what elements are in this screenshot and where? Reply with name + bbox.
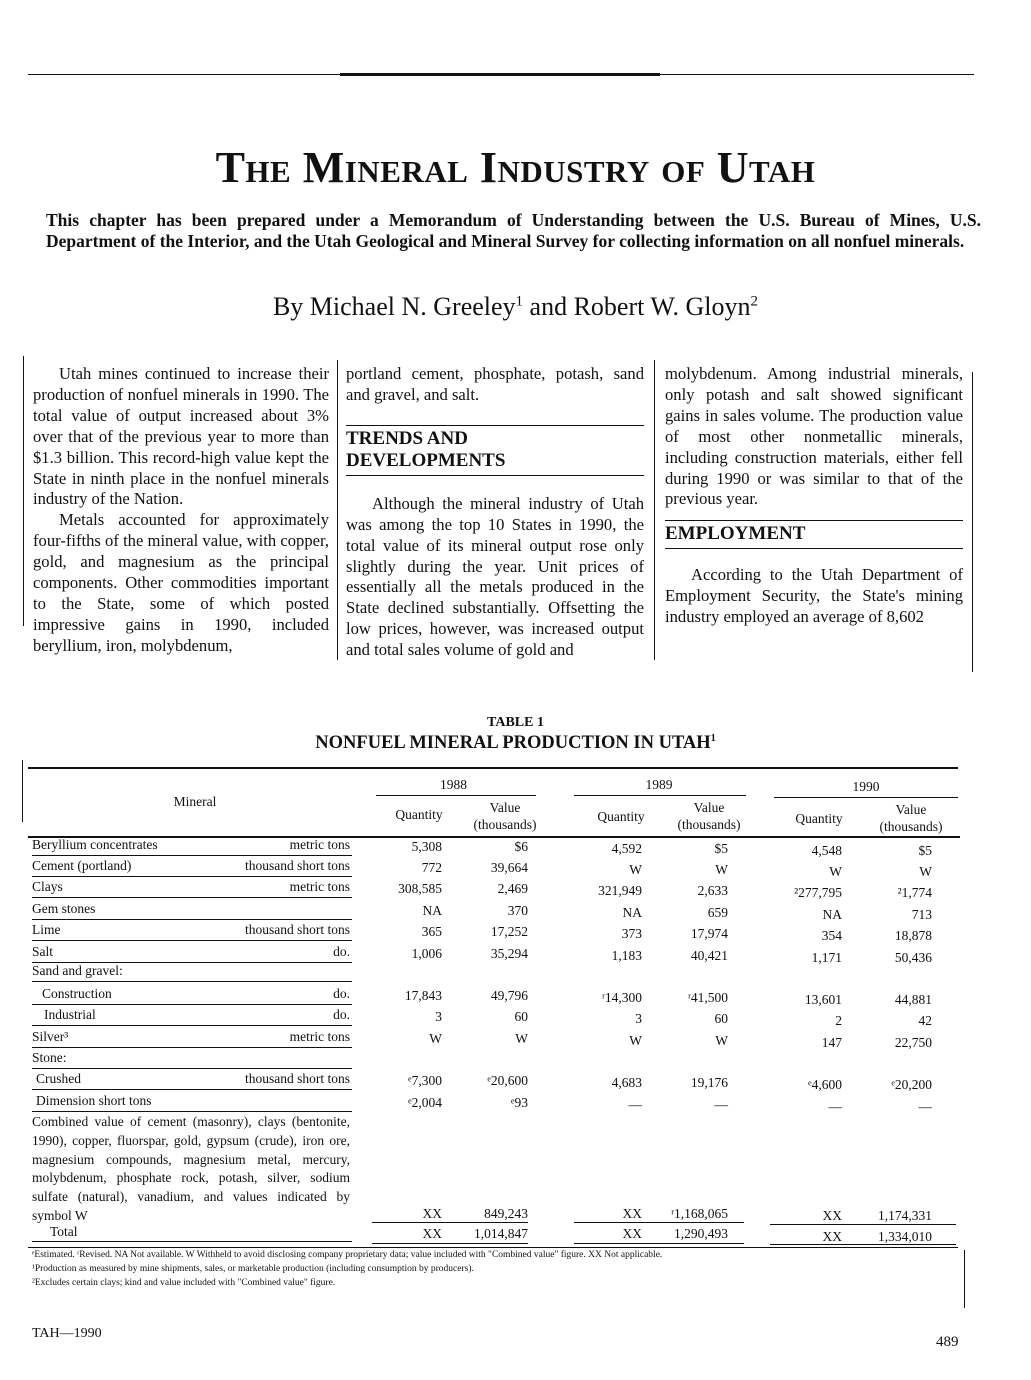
text-column-3 [665,364,963,628]
table-row-unit: do. [333,1007,350,1022]
table-cell: W [515,1031,528,1046]
value-header-line: (thousands) [879,819,943,834]
table-cell: 3 [635,1011,642,1026]
table-row-label: Construction [42,986,112,1001]
page-number: 489 [936,1334,959,1350]
table-cell: 39,664 [490,860,528,875]
year-rule [376,795,536,796]
table-row-unit: metric tons [289,879,350,894]
column-rule-right [972,372,973,672]
total-rule [32,1241,352,1242]
byline-sup-1: 1 [515,293,524,310]
total-cell: 1,334,010 [878,1229,932,1244]
page-title: The Mineral Industry of Utah [215,143,816,192]
row-rule [32,897,352,898]
row-rule [32,981,352,982]
table-row-unit: metric tons [289,1029,350,1044]
heading-line: DEVELOPMENTS [346,449,506,471]
value-header-line: (thousands) [473,817,537,832]
table-cell: 4,548 [811,843,842,858]
table-cell: 373 [621,926,642,941]
table-row-label: Industrial [44,1007,96,1022]
table-cell: NA [422,903,442,918]
table-cell: — [918,1099,932,1114]
table-cell: $5 [714,841,728,856]
combined-rule [770,1224,956,1225]
combined-cell: XX [822,1208,842,1223]
total-cell: 1,290,493 [674,1226,728,1241]
table-cell: 713 [911,907,932,922]
table-cell: W [429,1031,442,1046]
table-cell: 3 [435,1009,442,1024]
footnote: ¹Production as measured by mine shipments, sales, or marketable production (including consumption by producers). [32,1264,474,1274]
heading-line: EMPLOYMENT [665,523,806,545]
table-cell: ᵉ2,004 [408,1095,442,1110]
value-header [460,799,550,833]
intro-paragraph: This chapter has been prepared under a Memorandum of Understanding between the U.S. Bureau of Mines, U.S. Department of the Interior, and the Utah Geological and Mineral Survey for collecting information on all nonfuel minerals. [46,210,981,251]
table-cell: $6 [514,839,528,854]
table-row-label: Stone: [32,1050,67,1065]
quantity-header: Quantity [597,809,645,824]
quantity-header: Quantity [395,807,443,822]
table-cell: W [629,1033,642,1048]
byline-middle: and Robert W. Gloyn [523,292,751,321]
table-cell: — [714,1097,728,1112]
row-rule [32,876,352,877]
value-header-line: (thousands) [677,817,741,832]
row-rule [32,855,352,856]
table-cell: ᵉ20,200 [891,1077,932,1092]
table-row-label: Dimension short tons [36,1093,152,1108]
table-cell: 17,843 [404,988,442,1003]
table-row-label: Lime [32,922,61,937]
table-row-unit: thousand short tons [244,922,350,937]
footnote: ²Excludes certain clays; kind and value included with "Combined value" figure. [32,1278,336,1288]
row-rule [32,1047,352,1048]
table-caption [0,714,1031,754]
paragraph: Utah mines continued to increase their production of nonfuel minerals in 1990. The total value of output increased about 3% over that of the previous year to more than $1.3 billion. This record-high value kept the State in ninth place in the nonfuel minerals industry of the Nation. [33,364,329,509]
table-name-text: NONFUEL MINERAL PRODUCTION IN UTAH [315,733,711,753]
value-header-line: Value [693,800,725,815]
year-rule [774,797,958,798]
table-row-unit: do. [333,944,350,959]
year-header-1988: 1988 [440,777,467,792]
table-cell: 772 [421,860,442,875]
row-rule [32,1089,352,1090]
table-cell: W [919,864,932,879]
total-rule [574,1243,744,1244]
table-cell: 1,006 [411,946,442,961]
table-bottom-rule [28,1247,958,1248]
total-label: Total [50,1224,78,1239]
table-cell: NA [622,905,642,920]
footnote: ᵉEstimated. ʳRevised. NA Not available. W Withheld to avoid disclosing company proprietary data; value included with "Combined value" figure. XX Not applicable. [32,1250,663,1260]
row-rule [32,1025,352,1026]
table-cell: 354 [821,928,842,943]
table-cell: 49,796 [490,988,528,1003]
table-cell: ᵉ20,600 [487,1073,528,1088]
row-rule [32,919,352,920]
text-column-2 [346,364,644,661]
table-cell: 659 [707,905,728,920]
section-heading-employment [665,520,963,549]
section-heading-trends [346,425,644,476]
table-cell: 19,176 [690,1075,728,1090]
table-cell: 42 [918,1013,932,1028]
table-row-label: Sand and gravel: [32,963,123,978]
row-rule [32,1111,352,1112]
byline-prefix: By Michael N. Greeley [272,292,516,321]
total-cell: XX [422,1226,442,1241]
table-row-label: Crushed [36,1071,81,1086]
table-cell: W [715,862,728,877]
table-name-sup: 1 [710,732,716,744]
combined-cell: XX [622,1206,642,1221]
table-cell: ²1,774 [897,885,932,900]
table-row-label: Clays [32,879,63,894]
value-header-line: Value [489,800,521,815]
table-cell: 44,881 [894,992,932,1007]
year-rule [574,795,746,796]
table-cell: 308,585 [398,881,442,896]
table-cell: 2,633 [697,883,728,898]
table-cell: 2,469 [497,881,528,896]
table-cell: 18,878 [894,928,932,943]
paragraph: portland cement, phosphate, potash, sand and gravel, and salt. [346,364,644,404]
value-header [866,801,956,835]
table-cell: 17,974 [690,926,728,941]
column-rule-2 [654,360,655,660]
table-left-bar [22,760,23,822]
table-row-unit: do. [333,986,350,1001]
table-cell: 60 [514,1009,528,1024]
table-cell: ʳ14,300 [601,990,642,1005]
year-header-1989: 1989 [645,777,673,792]
table-row-label: Silver³ [32,1029,69,1044]
total-cell: XX [822,1229,842,1244]
paragraph: According to the Utah Department of Employment Security, the State's mining industry employed an average of 8,602 [665,565,963,627]
table-row-unit: thousand short tons [244,858,350,873]
table-cell: W [829,864,842,879]
table-number: TABLE 1 [487,715,544,730]
table-cell: 35,294 [490,946,528,961]
heading-line: TRENDS AND [346,427,468,449]
table-cell: ʳ41,500 [687,990,728,1005]
table-cell: 5,308 [411,839,442,854]
mineral-header: Mineral [173,794,217,809]
paragraph: Although the mineral industry of Utah was among the top 10 States in 1990, the total value of its mineral output rose only slightly during the year. Unit prices of essentially all the metals produced in the State declined substantially. Offsetting the low prices, however, was increased output and total sales volume of gold and [346,493,644,660]
table-cell: 370 [507,903,528,918]
table-cell: 40,421 [690,948,728,963]
table-cell: 2 [835,1013,842,1028]
table-row-label: Cement (portland) [32,858,132,873]
value-header [664,799,754,833]
row-rule [32,1068,352,1069]
table-cell: ᵉ7,300 [408,1073,442,1088]
table-cell: $5 [918,843,932,858]
table-row-label: Gem stones [32,901,96,916]
table-cell: — [628,1097,642,1112]
table-row-label: Beryllium concentrates [32,837,158,852]
row-rule [32,1004,352,1005]
table-cell: — [828,1099,842,1114]
value-header-line: Value [895,802,927,817]
table-cell: NA [822,907,842,922]
top-rule-thick [340,73,660,76]
combined-cell: XX [422,1206,442,1221]
text-column-1 [33,364,329,657]
combined-cell: ʳ1,168,065 [671,1206,728,1221]
table-row-unit: thousand short tons [244,1071,350,1086]
paragraph: molybdenum. Among industrial minerals, only potash and salt showed significant gains in sales volume. The production value of most other nonmetallic minerals, including construction materials, either fell during 1990 or was similar to that of the previous year. [665,364,963,509]
table-cell: W [629,862,642,877]
page-right-rule [964,1250,965,1308]
byline-sup-2: 2 [750,293,759,310]
table-cell: 4,683 [611,1075,642,1090]
combined-rule [372,1222,528,1223]
table-cell: 50,436 [894,950,932,965]
table-top-rule [28,767,958,769]
table-cell: 365 [421,924,442,939]
column-rule-1 [337,360,338,660]
column-rule-left [23,356,24,626]
paragraph: Metals accounted for approximately four-fifths of the mineral value, with copper, gold, and magnesium as the principal components. Other commodities important to the State, some of which posted impressive gains in 1990, included beryllium, iron, molybdenum, [33,510,329,655]
total-rule [372,1243,528,1244]
table-cell: 4,592 [611,841,642,856]
table-cell: 17,252 [490,924,528,939]
table-cell: 1,183 [611,948,642,963]
table-cell: 1,171 [811,950,842,965]
combined-rule [574,1222,744,1223]
table-row-unit: metric tons [289,837,350,852]
table-cell: 60 [714,1011,728,1026]
footer-state-year: TAH—1990 [32,1326,102,1341]
table-cell: W [715,1033,728,1048]
table-cell: ᵉ93 [511,1095,528,1110]
combined-value-label: Combined value of cement (masonry), clays (bentonite, 1990), copper, fluorspar, gold, gypsum (crude), iron ore, magnesium compounds, magnesium metal, mercury, molybdenum, phosphate rock, potash, silver, sodium sulfate (natural), vanadium, and values indicated by symbol W [32,1114,350,1223]
total-rule [770,1244,956,1245]
year-header-1990: 1990 [852,779,880,794]
row-rule [32,940,352,941]
table-row-label: Salt [32,944,54,959]
total-cell: 1,014,847 [474,1226,528,1241]
table-cell: ²277,795 [794,885,842,900]
table-name [0,732,1031,754]
total-cell: XX [622,1226,642,1241]
combined-cell: 849,243 [484,1206,528,1221]
table-cell: ᵉ4,600 [808,1077,842,1092]
byline [0,292,1031,322]
table-cell: 147 [821,1035,842,1050]
table-cell: 13,601 [804,992,842,1007]
combined-cell: 1,174,331 [878,1208,932,1223]
table-cell: 321,949 [598,883,642,898]
table-cell: 22,750 [894,1035,932,1050]
quantity-header: Quantity [795,811,843,826]
